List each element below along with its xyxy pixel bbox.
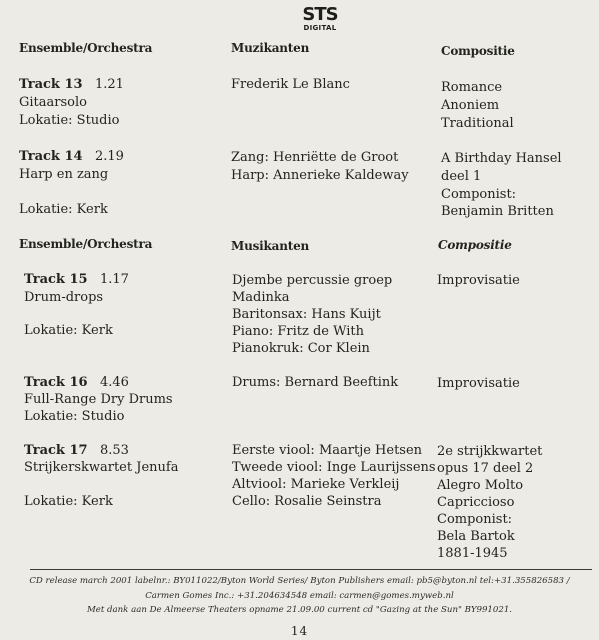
track-15-location: Lokatie: Kerk	[24, 323, 113, 338]
footer-line: CD release march 2001 labelnr.: BY011022/Byton World Series/ Byton Publishers email: pb5@byton.nl tel:+31.355826583 /	[29, 576, 570, 586]
track-14-composition-line: Componist:	[441, 187, 517, 202]
logo-mark: STS	[302, 4, 338, 25]
track-15-musician: Baritonsax: Hans Kuijt	[232, 307, 381, 322]
track-17-label: Track 17	[24, 443, 88, 458]
track-15-musician: Madinka	[232, 290, 290, 305]
track-13-musician: Frederik Le Blanc	[231, 77, 350, 92]
header-musicians-1: Muzikanten	[231, 41, 310, 55]
track-13-composition-line: Traditional	[441, 116, 514, 131]
track-17-composition-line: Componist:	[437, 512, 513, 527]
track-15-duration: 1.17	[99, 272, 129, 287]
track-16-heading	[24, 374, 129, 391]
track-17-composition-line: opus 17 deel 2	[437, 461, 534, 476]
footer-line: Met dank aan De Almeerse Theaters opname 21.09.00 current cd "Gazing at the Sun" BY991021.	[86, 605, 513, 615]
sts-digital-logo	[300, 6, 340, 32]
track-16-duration: 4.46	[99, 375, 129, 390]
track-14-composition-line: A Birthday Hansel	[441, 151, 562, 166]
track-14-musician: Harp: Annerieke Kaldeway	[231, 168, 409, 183]
track-16-line: Full-Range Dry Drums	[24, 392, 173, 407]
track-17-location: Lokatie: Kerk	[24, 494, 113, 509]
track-16-composition-line: Improvisatie	[437, 376, 520, 391]
track-14-musician: Zang: Henriëtte de Groot	[231, 150, 399, 165]
track-15-musician: Pianokruk: Cor Klein	[232, 341, 370, 356]
track-13-composition-line: Anoniem	[441, 98, 500, 113]
track-14-location: Lokatie: Kerk	[19, 202, 108, 217]
track-15-composition-line: Improvisatie	[437, 273, 520, 288]
track-15-heading	[24, 271, 129, 288]
track-17-composition-line: 2e strijkkwartet	[437, 444, 543, 459]
track-15-musician: Piano: Fritz de With	[232, 324, 364, 339]
track-15-line: Drum-drops	[24, 290, 104, 305]
track-14-composition-line: Benjamin Britten	[441, 204, 554, 219]
track-14-heading	[19, 148, 124, 165]
header-composition-2: Compositie	[438, 238, 512, 252]
page-number: 14	[290, 624, 309, 638]
track-17-musician: Eerste viool: Maartje Hetsen	[232, 443, 423, 458]
track-17-line: Strijkerskwartet Jenufa	[24, 460, 179, 475]
track-16-location: Lokatie: Studio	[24, 409, 125, 424]
track-16-label: Track 16	[24, 375, 88, 390]
header-ensemble-1: Ensemble/Orchestra	[19, 41, 153, 55]
track-17-composition-line: Bela Bartok	[437, 529, 515, 544]
header-ensemble-2: Ensemble/Orchestra	[19, 237, 153, 251]
track-13-heading	[19, 76, 124, 93]
footer-divider	[30, 569, 592, 570]
track-14-duration: 2.19	[94, 149, 124, 164]
track-17-heading	[24, 442, 129, 459]
track-16-musician: Drums: Bernard Beeftink	[232, 375, 399, 390]
track-17-composition-line: 1881-1945	[437, 546, 508, 561]
track-14-label: Track 14	[19, 149, 83, 164]
track-17-composition-line: Capriccioso	[437, 495, 515, 510]
track-13-composition-line: Romance	[441, 80, 503, 95]
track-17-duration: 8.53	[99, 443, 129, 458]
track-13-duration: 1.21	[94, 77, 124, 92]
footer-line: Carmen Gomes Inc.: +31.204634548 email: carmen@gomes.myweb.nl	[145, 591, 454, 601]
track-17-musician: Cello: Rosalie Seinstra	[232, 494, 382, 509]
header-musicians-2: Musikanten	[231, 239, 310, 253]
track-14-composition-line: deel 1	[441, 169, 482, 184]
track-13-location: Lokatie: Studio	[19, 113, 120, 128]
track-17-composition-line: Alegro Molto	[437, 478, 524, 493]
track-14-line: Harp en zang	[19, 167, 109, 182]
track-13-label: Track 13	[19, 77, 83, 92]
logo-subtitle: DIGITAL	[303, 24, 337, 32]
track-17-musician: Altviool: Marieke Verkleij	[232, 477, 400, 492]
track-13-line: Gitaarsolo	[19, 95, 87, 110]
header-composition-1: Compositie	[441, 44, 515, 58]
track-17-musician: Tweede viool: Inge Laurijssens	[232, 460, 436, 475]
track-15-label: Track 15	[24, 272, 88, 287]
track-15-musician: Djembe percussie groep	[232, 273, 393, 288]
